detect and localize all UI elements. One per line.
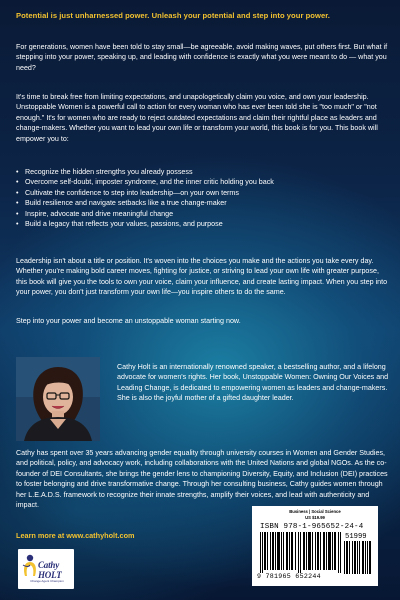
barcode-digits: 9 781965 652244 bbox=[257, 573, 321, 580]
description-paragraph: It's time to break free from limiting expectations, and unapologetically claim you voice, and own your leadership. Unstoppable Women is a powerful call to action for every woman who has ever been told she is "too much" or "not enough." It's for women who are ready to reject outdated expectations and claim their rightful place as leaders and change-makers. Whether you want to lead your own life or transform your world, this book is for you. This book will empower you to: bbox=[16, 93, 378, 143]
intro-paragraph: For generations, women have been told to stay small—be agreeable, avoid making waves, put others first. But what if stepping into your power, speaking up, and leading with confidence is exactly what you were meant to do — what you need? bbox=[16, 43, 388, 72]
website-link[interactable]: Learn more at www.cathyholt.com bbox=[16, 531, 135, 540]
cathy-holt-logo bbox=[18, 549, 74, 589]
barcode-price-code: 51999 bbox=[345, 533, 367, 541]
list-item: • Cultivate the confidence to step into leadership—on your own terms bbox=[16, 188, 388, 198]
isbn-barcode bbox=[252, 506, 378, 586]
barcode-bars-icon bbox=[260, 532, 342, 573]
barcode-category: Business | Social Science bbox=[289, 509, 341, 514]
list-item: • Build a legacy that reflects your values, passions, and purpose bbox=[16, 219, 388, 229]
author-photo bbox=[16, 357, 100, 441]
author-bio-detail: Cathy has spent over 35 years advancing gender equality through university courses in Women and Gender Studies, and political, policy, and advocacy work, including collaborations with the United Nations and global NGOs. As the co-founder of DEI Consultants, she brings the gender lens to championing Diversity, Equity, and Inclusion (DEI) practices to foster belonging and drive transformative change. Through her consulting business, Cathy guides women through her L.E.A.D.S. framework to recognize their innate strengths, amplify their voices, and lead with authenticity and impact. bbox=[16, 449, 388, 510]
list-item: • Overcome self-doubt, imposter syndrome, and the inner critic holding you back bbox=[16, 177, 388, 187]
author-bio: Cathy Holt is an internationally renowned speaker, a bestselling author, and a lifelong advocate for women's rights. Her book, Unstoppable Women: Owning Our Voices and Leading Change, is dedicated to empowering women as leaders and change-makers. She is also the joyful mother of a gifted daughter leader. bbox=[117, 363, 389, 403]
list-item: • Build resilience and navigate setbacks like a true change-maker bbox=[16, 198, 388, 208]
list-item: • Recognize the hidden strengths you already possess bbox=[16, 167, 388, 177]
list-item: • Inspire, advocate and drive meaningful change bbox=[16, 209, 388, 219]
barcode-addon-icon bbox=[344, 541, 372, 574]
logo-figure-icon bbox=[21, 553, 39, 577]
logo-tagline: Change Agent Champion bbox=[30, 579, 64, 583]
barcode-price: US $19.99 bbox=[305, 515, 325, 520]
call-to-action: Step into your power and become an unstoppable woman starting now. bbox=[16, 317, 241, 325]
tagline: Potential is just unharnessed power. Unleash your potential and step into your power. bbox=[16, 11, 330, 20]
leadership-paragraph: Leadership isn't about a title or position. It's woven into the choices you make and the actions you take every day. Whether you're making bold career moves, fighting for justice, or striving to lead your own life with greater purpose, this book will give you the tools to own your voice, claim your influence, and create lasting impact. When you step into your power, you don't just transform your own life—you inspire others to do the same. bbox=[16, 257, 388, 297]
author-portrait-icon bbox=[16, 357, 100, 441]
barcode-isbn: ISBN 978-1-965652-24-4 bbox=[260, 523, 364, 531]
logo-name: Cathy HOLT bbox=[38, 560, 62, 580]
benefits-list bbox=[16, 167, 388, 229]
